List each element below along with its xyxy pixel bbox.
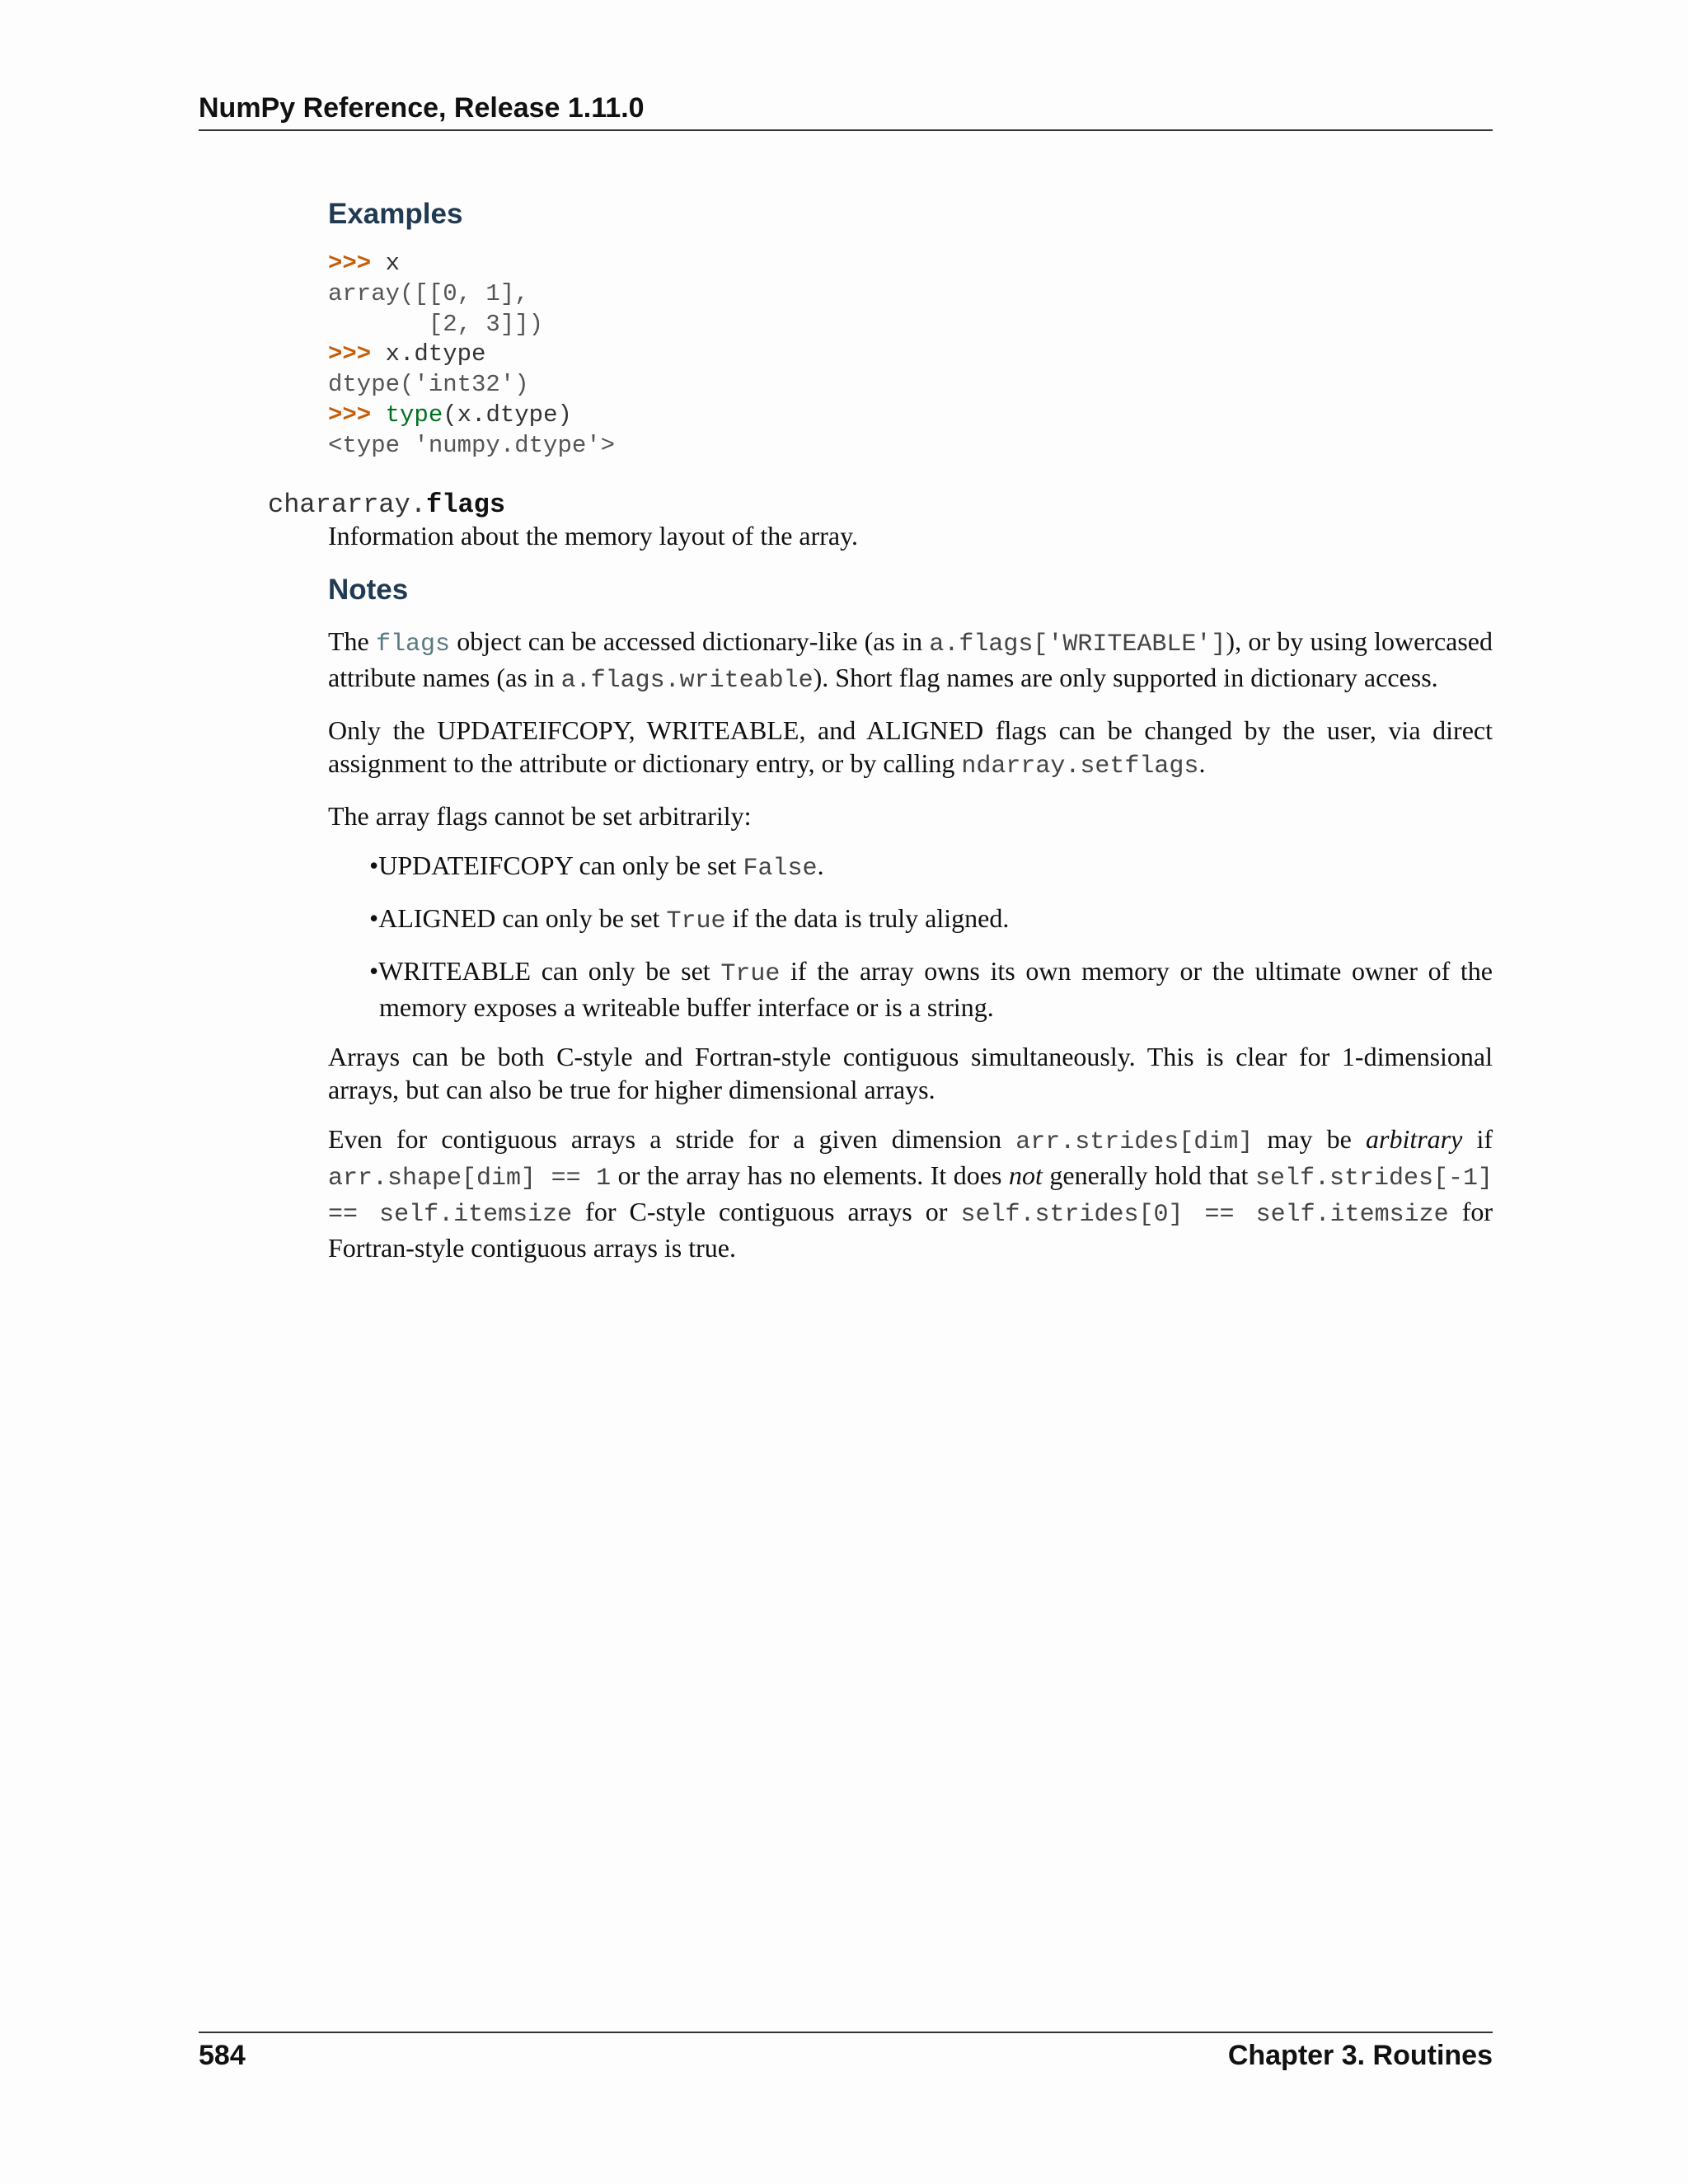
- inline-code: a.flags['WRITEABLE']: [929, 630, 1226, 658]
- inline-code: arr.shape[dim] == 1: [328, 1165, 612, 1193]
- attribute-description: Information about the memory layout of the array.: [328, 521, 859, 551]
- text: object can be accessed dictionary-like (as in: [450, 626, 930, 656]
- chapter-title: Chapter 3. Routines: [1227, 2040, 1493, 2071]
- code-output: dtype('int32'): [328, 371, 529, 399]
- code-output: [2, 3]]): [328, 310, 544, 338]
- code-output: array([[0, 1],: [328, 279, 529, 307]
- code-input: [371, 401, 385, 429]
- text: or the array has no elements. It does: [611, 1160, 1009, 1190]
- code-prompt: >>>: [328, 250, 372, 277]
- inline-code: ndarray.setflags: [961, 752, 1199, 780]
- text: ), or by using lowercased attribute names (as in: [328, 626, 1493, 692]
- code-builtin: type: [385, 401, 443, 429]
- list-item: [369, 849, 1493, 885]
- emphasis: not: [1009, 1160, 1043, 1190]
- header-title: NumPy Reference, Release 1.11.0: [199, 92, 645, 124]
- text: for C-style contiguous arrays or: [572, 1197, 961, 1226]
- flags-link[interactable]: flags: [376, 630, 451, 658]
- notes-heading: Notes: [328, 574, 409, 606]
- text: if the array owns its own memory or the ultimate owner of the memory exposes a writeable buffer interface or is a string.: [379, 956, 1493, 1022]
- text: The: [328, 626, 377, 656]
- code-input: (x.dtype): [443, 401, 572, 429]
- text: for Fortran-style contiguous arrays is true.: [328, 1197, 1493, 1263]
- text: may be: [1253, 1124, 1366, 1154]
- text: Only the UPDATEIFCOPY, WRITEABLE, and ALIGNED flags can be changed by the user, via direct assignment to the attribute or dictionary entry, or by calling: [328, 715, 1493, 778]
- notes-paragraph-4: Arrays can be both C-style and Fortran-style contiguous simultaneously. This is clear for 1-dimensional arrays, but can also be true for higher dimensional arrays.: [328, 1042, 1493, 1104]
- code-prompt: >>>: [328, 340, 372, 368]
- inline-code: True: [666, 907, 726, 935]
- text: .: [817, 851, 824, 880]
- notes-paragraph-3: The array flags cannot be set arbitrarily:: [328, 801, 752, 831]
- inline-code: False: [743, 855, 818, 883]
- examples-code-block: [328, 249, 1493, 462]
- signature-prefix: chararray.: [268, 490, 427, 520]
- attribute-signature: [268, 490, 505, 520]
- code-input: x.dtype: [371, 340, 486, 368]
- inline-code: self.strides[-1] == self.itemsize: [328, 1165, 1493, 1229]
- notes-paragraph-1: [328, 625, 1493, 697]
- attribute-body: [328, 519, 1493, 1281]
- list-item: [369, 902, 1493, 938]
- page-number: 584: [199, 2040, 246, 2071]
- code-prompt: >>>: [328, 401, 372, 429]
- examples-heading: Examples: [328, 198, 463, 230]
- list-item: [369, 954, 1493, 1024]
- inline-code: True: [720, 960, 781, 988]
- content: [328, 194, 1493, 462]
- notes-paragraph-5: [328, 1122, 1493, 1264]
- text: .: [1198, 748, 1206, 778]
- text: if: [1462, 1124, 1493, 1154]
- page-footer: [199, 2032, 1493, 2072]
- inline-code: arr.strides[dim]: [1015, 1128, 1254, 1156]
- signature-name: flags: [426, 490, 506, 520]
- code-output: <type 'numpy.dtype'>: [328, 431, 616, 459]
- code-input: x: [371, 250, 401, 277]
- text: •WRITEABLE can only be set: [369, 956, 721, 986]
- text: Even for contiguous arrays a stride for a given dimension: [328, 1124, 1016, 1154]
- notes-paragraph-2: [328, 714, 1493, 783]
- text: if the data is truly aligned.: [725, 903, 1010, 933]
- inline-code: a.flags.writeable: [560, 667, 814, 695]
- text: generally hold that: [1042, 1160, 1255, 1190]
- text: ). Short flag names are only supported in dictionary access.: [813, 663, 1438, 692]
- text: •UPDATEIFCOPY can only be set: [369, 851, 743, 880]
- flags-rules-list: [328, 849, 1493, 1024]
- text: •ALIGNED can only be set: [369, 903, 667, 933]
- page-header: [199, 92, 1493, 131]
- emphasis: arbitrary: [1365, 1124, 1463, 1154]
- inline-code: self.strides[0] == self.itemsize: [960, 1201, 1449, 1229]
